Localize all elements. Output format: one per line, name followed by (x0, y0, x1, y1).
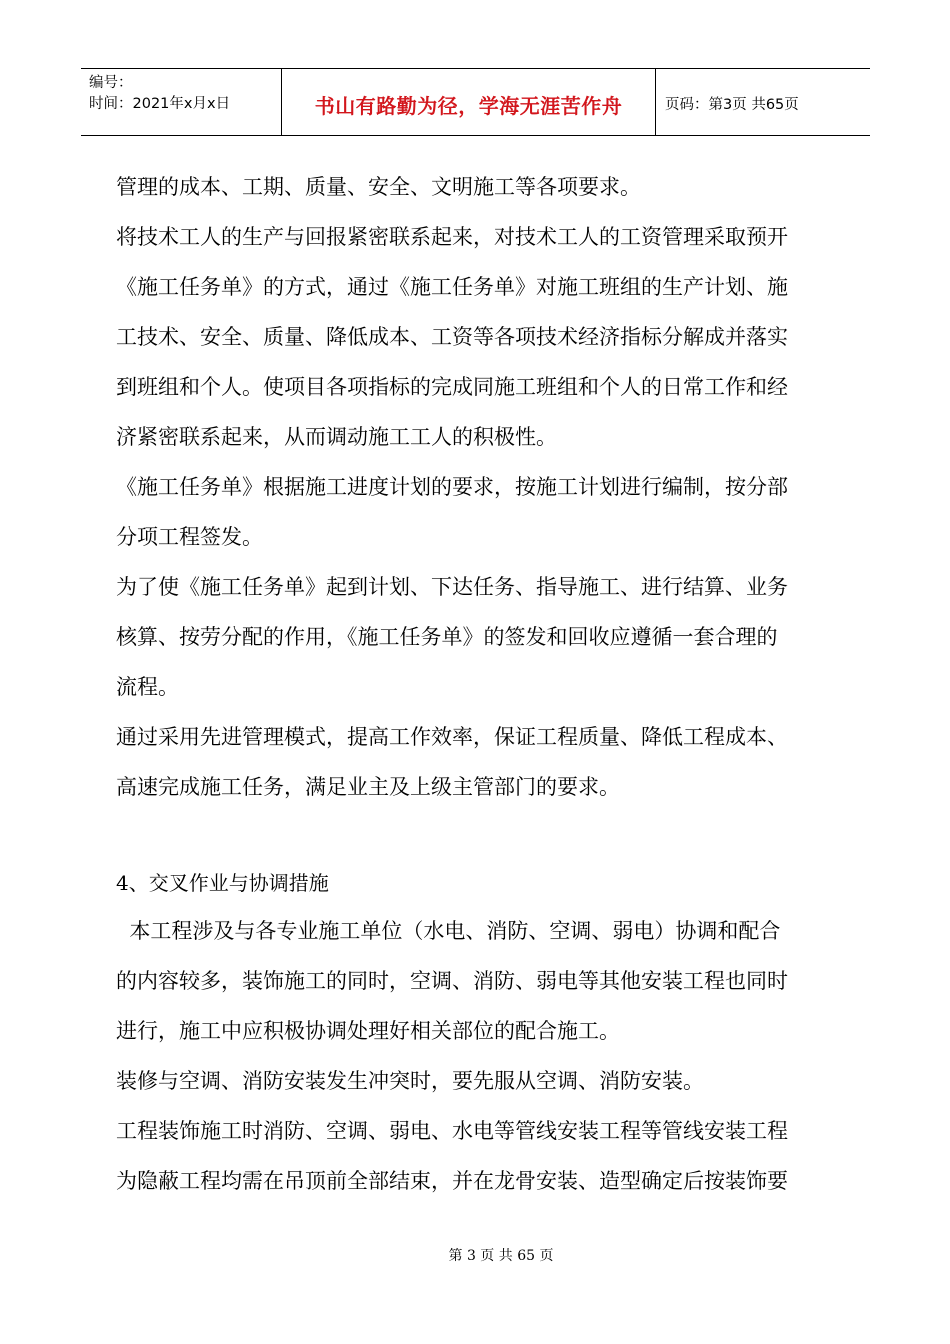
document-number-label: 编号： (89, 75, 133, 91)
page-header (81, 68, 870, 136)
section-line: 进行，施工中应积极协调处理好相关部位的配合施工。 (116, 1019, 620, 1043)
blank-line (116, 812, 842, 860)
body-line: 核算、按劳分配的作用，《施工任务单》的签发和回收应遵循一套合理的 (116, 625, 778, 649)
section-line: 为隐蔽工程均需在吊顶前全部结束，并在龙骨安装、造型确定后按装饰要 (116, 1169, 788, 1193)
document-body (116, 162, 842, 1206)
body-line: 到班组和个人。使项目各项指标的完成同施工班组和个人的日常工作和经 (116, 375, 788, 399)
body-line: 《施工任务单》根据施工进度计划的要求，按施工计划进行编制，按分部 (116, 475, 788, 499)
page-footer: 第 3 页 共 65 页 (448, 1248, 554, 1264)
document-date-label: 时间：2021年x月x日 (89, 96, 231, 112)
section-line: 本工程涉及与各专业施工单位（水电、消防、空调、弱电）协调和配合 (116, 919, 781, 943)
body-line: 为了使《施工任务单》起到计划、下达任务、指导施工、进行结算、业务 (116, 575, 788, 599)
section-line: 装修与空调、消防安装发生冲突时，要先服从空调、消防安装。 (116, 1069, 704, 1093)
section-line: 的内容较多，装饰施工的同时，空调、消防、弱电等其他安装工程也同时 (116, 969, 788, 993)
section-heading: 4、交叉作业与协调措施 (116, 871, 329, 895)
body-line: 将技术工人的生产与回报紧密联系起来，对技术工人的工资管理采取预开 (116, 225, 788, 249)
body-line: 高速完成施工任务，满足业主及上级主管部门的要求。 (116, 775, 620, 799)
body-line: 通过采用先进管理模式，提高工作效率，保证工程质量、降低工程成本、 (116, 725, 788, 749)
section-line: 工程装饰施工时消防、空调、弱电、水电等管线安装工程等管线安装工程 (116, 1119, 788, 1143)
body-line: 济紧密联系起来，从而调动施工工人的积极性。 (116, 425, 557, 449)
header-meta (81, 69, 282, 135)
header-motto: 书山有路勤为径，学海无涯苦作舟 (282, 69, 656, 135)
body-line: 管理的成本、工期、质量、安全、文明施工等各项要求。 (116, 175, 641, 199)
body-line: 分项工程签发。 (116, 525, 263, 549)
body-line: 工技术、安全、质量、降低成本、工资等各项技术经济指标分解成并落实 (116, 325, 788, 349)
header-page-number: 页码：第3页 共65页 (665, 96, 799, 113)
body-line: 流程。 (116, 675, 179, 699)
body-line: 《施工任务单》的方式，通过《施工任务单》对施工班组的生产计划、施 (116, 275, 788, 299)
